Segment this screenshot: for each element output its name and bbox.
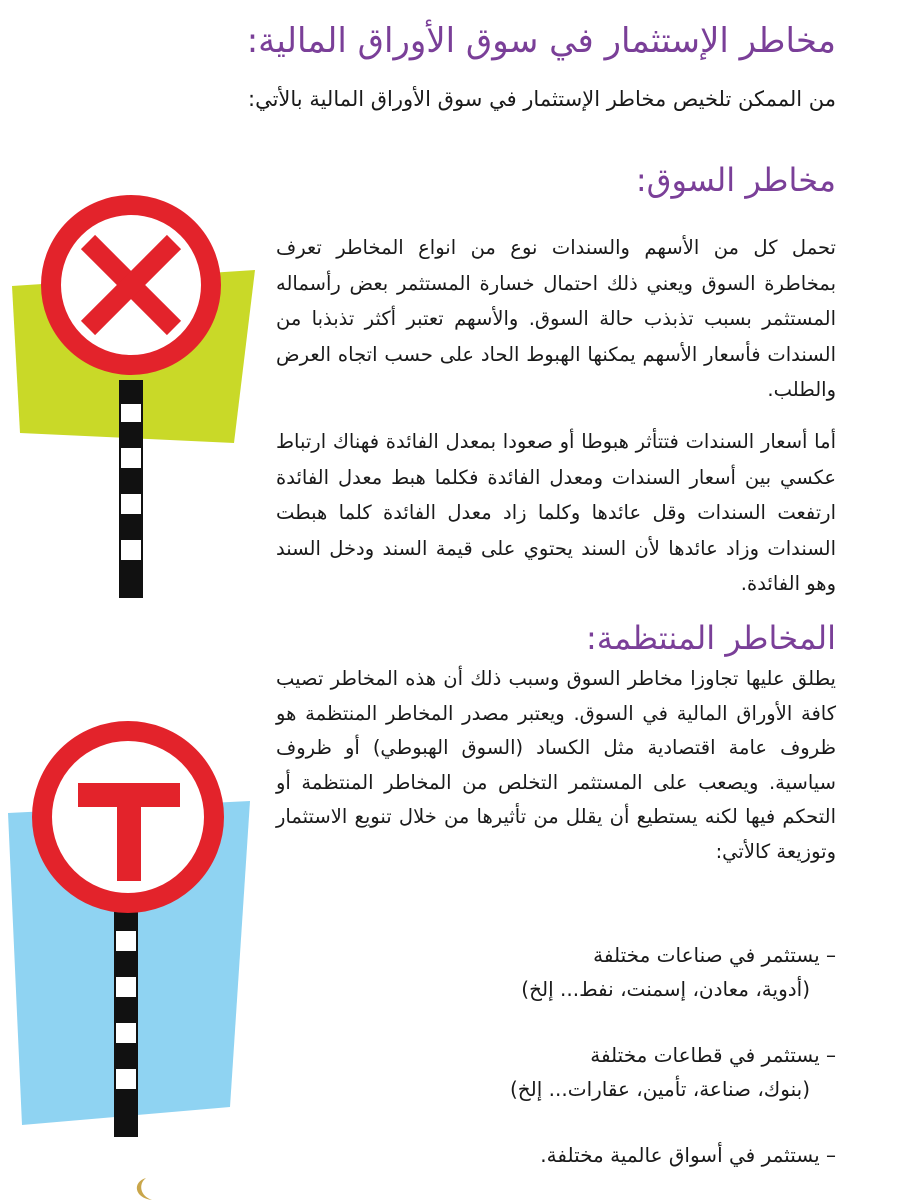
market-risk-paragraph-1: تحمل كل من الأسهم والسندات نوع من انواع المخاطر تعرف بمخاطرة السوق ويعني ذلك احتمال خسارة المستثمر بعض رأسماله المستثمر بسبب تذبذب حالة السوق. والأسهم تعتبر أكثر تذبذبا من السندات فأسعار الأسهم يمكنها الهبوط الحاد على حسب اتجاه العرض والطلب. xyxy=(276,236,836,402)
list-item-text: – يستثمر في قطاعات مختلفة xyxy=(590,1043,836,1067)
t-junction-sign-icon xyxy=(0,705,270,1145)
crescent-ornament-icon xyxy=(124,1176,164,1200)
list-item-detail: (بنوك، صناعة، تأمين، عقارات... إلخ) xyxy=(509,1077,810,1101)
list-item-text: – يستثمر في أسواق عالمية مختلفة. xyxy=(540,1143,836,1167)
market-risk-heading: مخاطر السوق: xyxy=(635,161,836,199)
list-item xyxy=(276,1138,836,1172)
list-item-text: – يستثمر في صناعات مختلفة xyxy=(593,943,836,967)
page-title: مخاطر الإستثمار في سوق الأوراق المالية: xyxy=(246,21,836,61)
systematic-risk-paragraph: يطلق عليها تجاوزا مخاطر السوق وسبب ذلك أن هذه المخاطر تصيب كافة الأوراق المالية في السوق. ويعتبر مصدر المخاطر المنتظمة هو ظروف عامة اقتصادية مثل الكساد (السوق الهبوطي) أو ظروف سياسية. ويصعب على المستثمر التخلص من المخاطر المنتظمة أو التحكم فيها لكنه يستطيع أن يقلل من تأثيرها من خلال تنويع الاستثمار وتوزيعة كالأتي: xyxy=(276,667,836,863)
no-stopping-sign-icon xyxy=(0,190,270,605)
diversification-list xyxy=(276,938,836,1204)
market-risk-paragraph-2: أما أسعار السندات فتتأثر هبوطا أو صعودا بمعدل الفائدة فهناك ارتباط عكسي بين أسعار السندات ومعدل الفائدة فكلما هبط معدل الفائدة ارتفعت السندات وقل عائدها وكلما زاد معدل الفائدة كلما هبطت السندات وزاد عائدها لأن السند يحتوي على قيمة السند ودخل السند وهو الفائدة. xyxy=(276,430,836,596)
list-item xyxy=(276,938,836,1006)
intro-text: من الممكن تلخيص مخاطر الإستثمار في سوق الأوراق المالية بالأتي: xyxy=(248,87,836,111)
list-item xyxy=(276,1038,836,1106)
list-item-detail: (أدوية، معادن، إسمنت، نفط... إلخ) xyxy=(521,977,810,1001)
systematic-risk-heading: المخاطر المنتظمة: xyxy=(586,619,836,657)
